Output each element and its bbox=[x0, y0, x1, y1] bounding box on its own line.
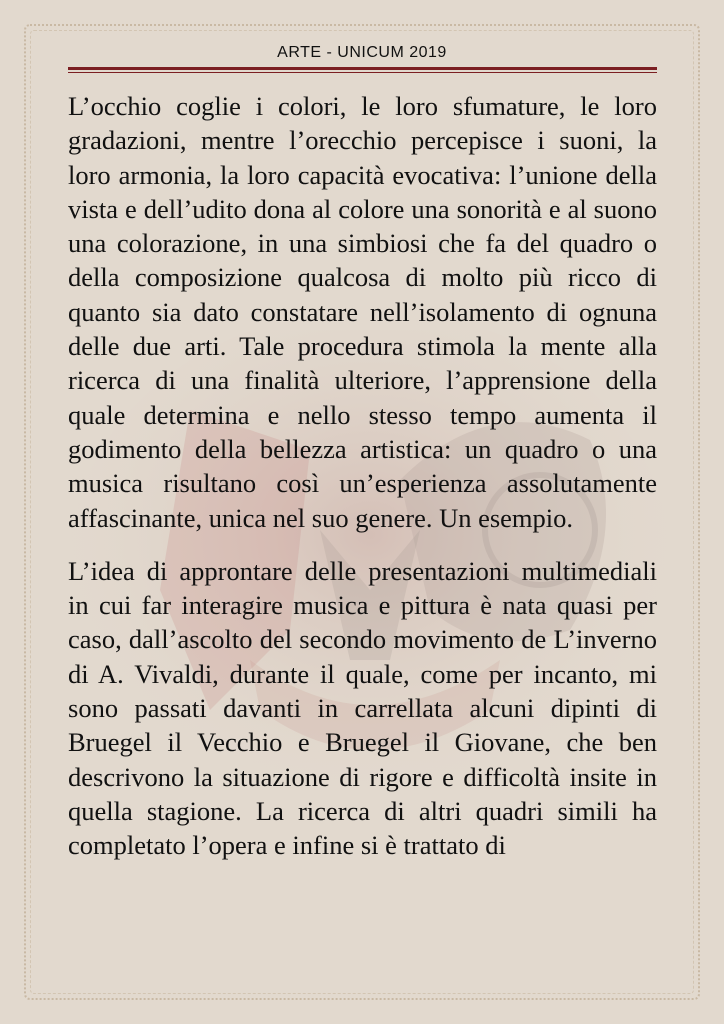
page-header-title: ARTE - UNICUM 2019 bbox=[277, 44, 447, 61]
paragraph-2: L’idea di approntare delle presentazioni multimediali in cui far interagire musica e pittura è nata quasi per caso, dall’ascolto del secondo movimento de L’inverno di A. Vivaldi, durante il quale, come per incanto, mi sono passati davanti in carrellata alcuni dipinti di Bruegel il Vecchio e Bruegel il Giovane, che ben descrivono la situazione di rigore e difficoltà insite in quella stagione. La ricerca di altri quadri simili ha completato l’opera e infine si è trattato di bbox=[68, 555, 657, 861]
article-body bbox=[68, 89, 657, 863]
header-rule-thin bbox=[68, 72, 657, 73]
header-rule-thick bbox=[68, 67, 657, 70]
paragraph-1: L’occhio coglie i colori, le loro sfumature, le loro gradazioni, mentre l’orecchio percepisce i suoni, la loro armonia, la loro capacità evocativa: l’unione della vista e dell’udito dona al colore una sonorità e al suono una colorazione, in una simbiosi che fa del quadro o della composizione qualcosa di molto più ricco di quanto sia dato constatare nell’isolamento di ognuna delle due arti. Tale procedura stimola la mente alla ricerca di una finalità ulteriore, l’apprensione della quale determina e nello stesso tempo aumenta il godimento della bellezza artistica: un quadro o una musica risultano così un’esperienza assolutamente affascinante, unica nel suo genere. Un esempio. bbox=[68, 91, 657, 533]
